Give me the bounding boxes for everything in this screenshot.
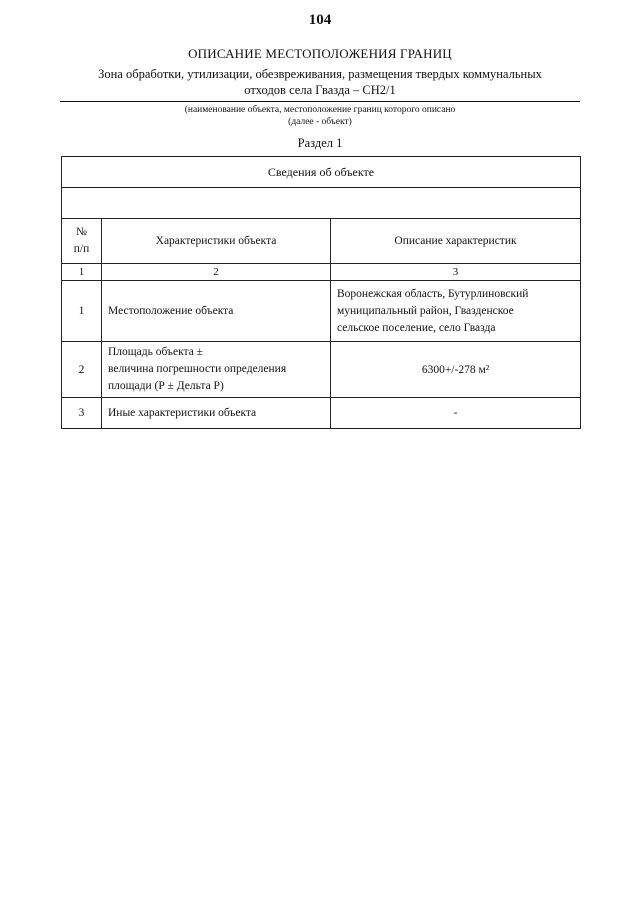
section-label: Раздел 1 [297,136,343,150]
row-value: 6300+/-278 м² [331,342,581,398]
column-number-row [62,264,581,281]
table-row [62,398,581,429]
row-characteristic: Местоположение объекта [102,281,331,342]
underline-divider [60,101,580,102]
table-caption-row [62,157,581,188]
header-description: Описание характеристик [331,219,581,264]
document-title: ОПИСАНИЕ МЕСТОПОЛОЖЕНИЯ ГРАНИЦ [188,46,452,61]
row-value: Воронежская область, Бутурлиновский муниципальный район, Гвазденское сельское поселение, село Гвазда [331,281,581,342]
column-number: 2 [102,264,331,281]
object-name-line-2: отходов села Гвазда – СН2/1 [244,83,396,97]
row-number: 3 [62,398,102,429]
column-number: 3 [331,264,581,281]
caption-note-line-1: (наименование объекта, местоположение границ которого описано [184,105,456,115]
table-row [62,281,581,342]
document-header [60,46,580,151]
caption-note-line-2: (далее - объект) [288,117,352,127]
table-row [62,342,581,398]
row-characteristic: Площадь объекта ± величина погрешности определения площади (Р ± Дельта Р) [102,342,331,398]
header-characteristic: Характеристики объекта [102,219,331,264]
header-number: № п/п [62,219,102,264]
blank-cell [62,188,581,219]
object-name-line-1: Зона обработки, утилизации, обезвреживания, размещения твердых коммунальных [98,67,542,81]
page-number: 104 [308,12,332,28]
row-number: 1 [62,281,102,342]
table-header-row [62,219,581,264]
table-caption: Сведения об объекте [62,157,581,188]
table-blank-row [62,188,581,219]
object-info-table [61,156,581,429]
row-number: 2 [62,342,102,398]
column-number: 1 [62,264,102,281]
row-characteristic: Иные характеристики объекта [102,398,331,429]
row-value: - [331,398,581,429]
